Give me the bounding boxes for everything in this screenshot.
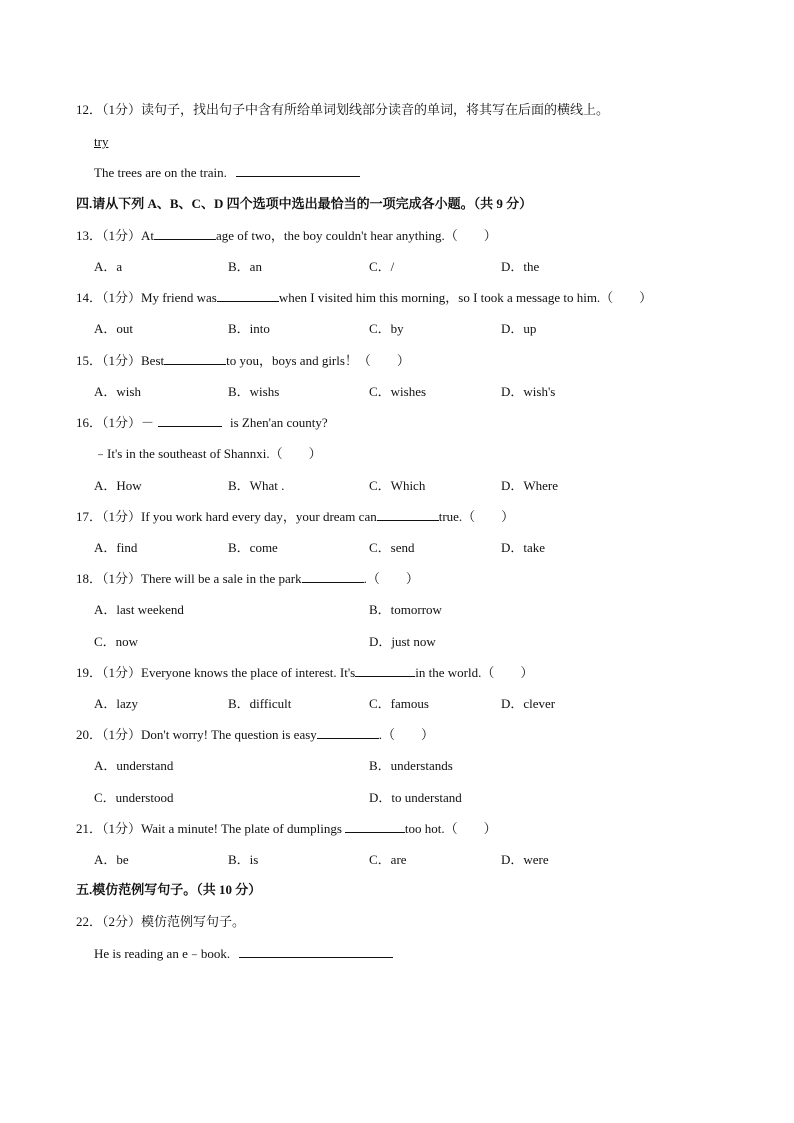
q14-stem-pre: 14．（1分）My friend was xyxy=(76,290,217,305)
q21-stem xyxy=(76,820,497,838)
q16-stem xyxy=(76,414,328,432)
q18-option-d[interactable]: D．just now xyxy=(369,634,436,649)
section5-title: 五.模仿范例写句子。（共 10 分） xyxy=(76,882,262,897)
q16-blank[interactable] xyxy=(158,414,222,427)
q21-stem-pre: 21．（1分）Wait a minute! The plate of dumplings xyxy=(76,821,342,836)
q22-sentence: He is reading an e﹣book. xyxy=(94,946,231,961)
q18-stem-pre: 18．（1分）There will be a sale in the park xyxy=(76,571,302,586)
q16-option-d[interactable]: D．Where xyxy=(501,478,559,493)
q12-answer-blank[interactable] xyxy=(236,164,360,177)
q14-option-a[interactable]: A．out xyxy=(94,321,134,336)
q15-option-c[interactable]: C．wishes xyxy=(369,384,427,399)
q18-blank[interactable] xyxy=(302,570,364,583)
q19-option-b[interactable]: B．difficult xyxy=(228,696,292,711)
q14-stem-post: when I visited him this morning，so I took a message to him.（ ） xyxy=(278,290,653,305)
q19-option-c[interactable]: C．famous xyxy=(369,696,429,711)
q13-stem-pre: 13．（1分）At xyxy=(76,228,155,243)
q20-stem-post: .（ ） xyxy=(378,727,435,742)
q20-stem xyxy=(76,726,434,744)
q17-blank[interactable] xyxy=(377,508,439,521)
q21-option-b[interactable]: B．is xyxy=(228,852,259,867)
q21-stem-post: too hot.（ ） xyxy=(404,821,497,836)
q14-option-c[interactable]: C．by xyxy=(369,321,404,336)
q13-stem-post: age of two，the boy couldn't hear anything.（ ） xyxy=(216,228,497,243)
q19-stem-pre: 19．（1分）Everyone knows the place of interest. It's xyxy=(76,665,356,680)
q20-option-a[interactable]: A．understand xyxy=(94,758,174,773)
q15-option-d[interactable]: D．wish's xyxy=(501,384,556,399)
q22-stem: 22．（2分）模仿范例写句子。 xyxy=(76,914,246,929)
q18-stem xyxy=(76,570,419,588)
q17-stem xyxy=(76,508,514,526)
q19-option-d[interactable]: D．clever xyxy=(501,696,556,711)
q15-stem-pre: 15．（1分）Best xyxy=(76,353,165,368)
q14-option-b[interactable]: B．into xyxy=(228,321,270,336)
q13-option-a[interactable]: A．a xyxy=(94,259,123,274)
q15-stem xyxy=(76,352,410,370)
q20-blank[interactable] xyxy=(317,726,379,739)
q16-stem-pre: 16．（1分）－ xyxy=(76,415,155,430)
q12-sentence-line xyxy=(94,164,360,182)
q12-sentence: The trees are on the train. xyxy=(94,165,227,180)
q13-option-d[interactable]: D．the xyxy=(501,259,540,274)
q18-option-a[interactable]: A．last weekend xyxy=(94,602,184,617)
q17-option-b[interactable]: B．come xyxy=(228,540,278,555)
q13-stem xyxy=(76,227,497,245)
q22-answer-blank[interactable] xyxy=(239,945,393,958)
q15-blank[interactable] xyxy=(164,352,226,365)
section4-title: 四.请从下列 A、B、C、D 四个选项中选出最恰当的一项完成各小题。（共 9 分） xyxy=(76,196,533,211)
q20-option-c[interactable]: C．understood xyxy=(94,790,174,805)
q17-stem-post: true.（ ） xyxy=(438,509,515,524)
q13-option-b[interactable]: B．an xyxy=(228,259,262,274)
q15-option-b[interactable]: B．wishs xyxy=(228,384,280,399)
q19-stem-post: in the world.（ ） xyxy=(415,665,534,680)
q21-option-d[interactable]: D．were xyxy=(501,852,549,867)
q18-option-b[interactable]: B．tomorrow xyxy=(369,602,442,617)
q13-option-c[interactable]: C．/ xyxy=(369,259,395,274)
q22-sentence-line xyxy=(94,945,393,963)
q17-stem-pre: 17．（1分）If you work hard every day，your dream can xyxy=(76,509,377,524)
q18-option-c[interactable]: C．now xyxy=(94,634,139,649)
q14-stem xyxy=(76,289,652,307)
q19-stem xyxy=(76,664,533,682)
q18-stem-post: .（ ） xyxy=(363,571,419,586)
q21-blank[interactable] xyxy=(345,820,405,833)
q12-stem: 12．（1分）读句子，找出句子中含有所给单词划线部分读音的单词，将其写在后面的横线上。 xyxy=(76,102,610,117)
q16-stem-post: is Zhen'an county? xyxy=(230,415,328,430)
q17-option-a[interactable]: A．find xyxy=(94,540,138,555)
q13-blank[interactable] xyxy=(154,227,216,240)
q21-option-a[interactable]: A．be xyxy=(94,852,129,867)
q21-option-c[interactable]: C．are xyxy=(369,852,407,867)
q16-option-c[interactable]: C．Which xyxy=(369,478,426,493)
q16-option-a[interactable]: A．How xyxy=(94,478,142,493)
q19-blank[interactable] xyxy=(355,664,415,677)
q17-option-d[interactable]: D．take xyxy=(501,540,546,555)
q14-blank[interactable] xyxy=(217,289,279,302)
q16-option-b[interactable]: B．What . xyxy=(228,478,285,493)
q20-option-d[interactable]: D．to understand xyxy=(369,790,462,805)
q20-stem-pre: 20．（1分）Don't worry! The question is easy xyxy=(76,727,317,742)
q16-answer: ﹣It's in the southeast of Shannxi.（ ） xyxy=(94,446,322,461)
q15-option-a[interactable]: A．wish xyxy=(94,384,141,399)
q14-option-d[interactable]: D．up xyxy=(501,321,537,336)
q17-option-c[interactable]: C．send xyxy=(369,540,415,555)
q15-stem-post: to you，boys and girls！（ ） xyxy=(226,353,410,368)
q20-option-b[interactable]: B．understands xyxy=(369,758,453,773)
q12-word: try xyxy=(94,134,109,149)
q19-option-a[interactable]: A．lazy xyxy=(94,696,139,711)
